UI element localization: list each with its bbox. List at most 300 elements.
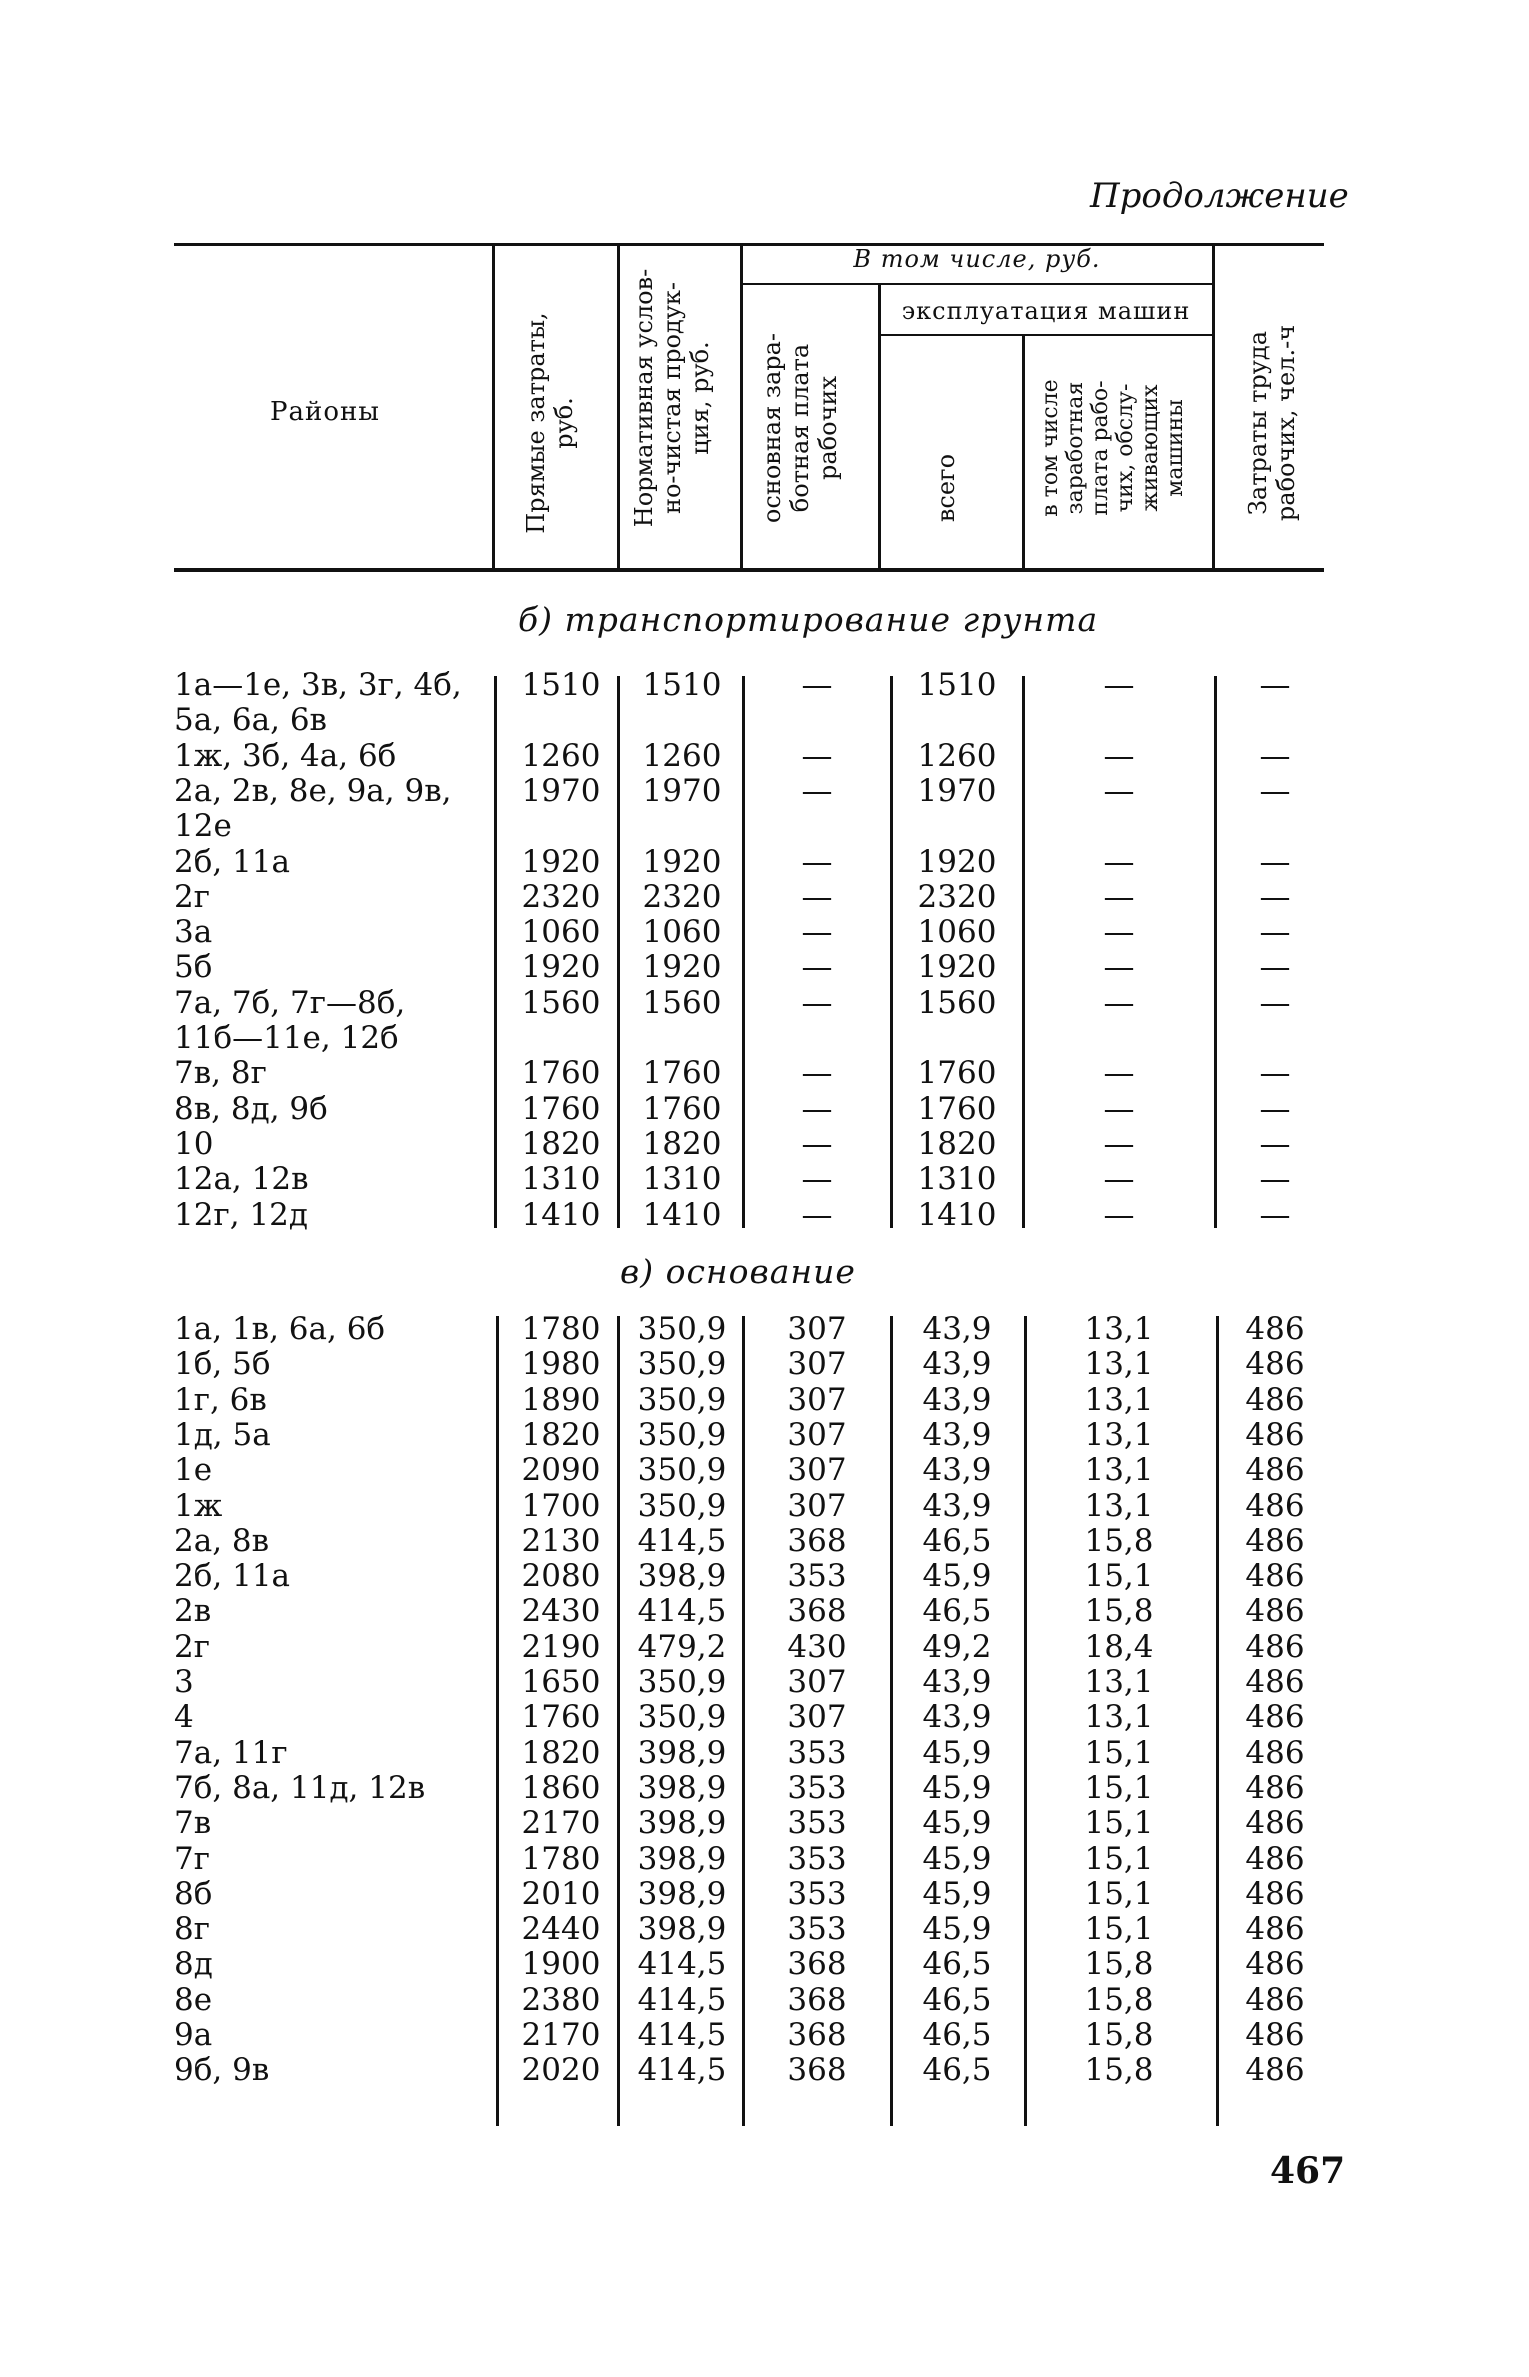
base-wage-cell: — xyxy=(801,667,833,703)
table-row xyxy=(0,1198,1529,1232)
section-title-base: в) основание xyxy=(620,1252,856,1291)
header-direct-costs: Прямые затраты, руб. xyxy=(522,312,578,534)
machine-wage-cell: 13,1 xyxy=(1084,1699,1154,1736)
direct-costs-cell: 2320 xyxy=(521,878,601,915)
base-wage-cell: — xyxy=(801,878,833,915)
machine-wage-cell: 15,1 xyxy=(1084,1840,1154,1877)
machine-wage-cell: 15,1 xyxy=(1084,1558,1154,1595)
table-row xyxy=(0,1700,1529,1734)
machine-wage-cell: — xyxy=(1103,737,1135,774)
table-row xyxy=(0,1912,1529,1946)
region-cell: 7а, 7б, 7г—8б, xyxy=(174,984,406,1021)
direct-costs-cell: 2190 xyxy=(521,1628,601,1665)
normative-product-cell: 398,9 xyxy=(637,1558,727,1595)
table-row xyxy=(0,2053,1529,2087)
labor-costs-cell: 486 xyxy=(1245,1558,1305,1595)
machine-total-cell: 1920 xyxy=(917,949,997,986)
normative-product-cell: 398,9 xyxy=(637,1875,727,1912)
machine-total-cell: 45,9 xyxy=(922,1769,992,1806)
continuation-label: Продолжение xyxy=(1090,176,1349,216)
table-row xyxy=(0,1383,1529,1417)
machine-wage-cell: 15,8 xyxy=(1084,2052,1154,2089)
normative-product-cell: 414,5 xyxy=(637,1946,727,1983)
base-wage-cell: — xyxy=(801,914,833,951)
region-cell: 3 xyxy=(174,1664,194,1700)
machine-total-cell: 1760 xyxy=(917,1090,997,1127)
machine-wage-cell: 13,1 xyxy=(1084,1487,1154,1524)
direct-costs-cell: 2090 xyxy=(521,1452,601,1489)
labor-costs-cell: — xyxy=(1259,914,1291,951)
machine-wage-cell: 18,4 xyxy=(1084,1628,1154,1665)
header-divider xyxy=(492,246,495,568)
labor-costs-cell: 486 xyxy=(1245,1381,1305,1418)
base-wage-cell: 353 xyxy=(787,1734,847,1771)
normative-product-cell: 350,9 xyxy=(637,1487,727,1524)
labor-costs-cell: 486 xyxy=(1245,1311,1305,1347)
direct-costs-cell: 1820 xyxy=(521,1734,601,1771)
table-row xyxy=(0,1524,1529,1558)
direct-costs-cell: 1860 xyxy=(521,1769,601,1806)
machine-total-cell: 49,2 xyxy=(922,1628,992,1665)
machine-total-cell: 1970 xyxy=(917,772,997,809)
machine-total-cell: 45,9 xyxy=(922,1875,992,1912)
section-title-transport: б) транспортирование грунта xyxy=(518,600,1099,639)
machine-total-cell: 43,9 xyxy=(922,1381,992,1418)
machine-total-cell: 1510 xyxy=(917,667,997,703)
direct-costs-cell: 1760 xyxy=(521,1699,601,1736)
normative-product-cell: 1920 xyxy=(642,843,722,880)
region-cell: 1а—1е, 3в, 3г, 4б, xyxy=(174,667,462,703)
header-base-wage: основная зара- ботная плата рабочих xyxy=(758,332,842,524)
region-cell: 1е xyxy=(174,1452,213,1489)
labor-costs-cell: 486 xyxy=(1245,1699,1305,1736)
table-row xyxy=(0,809,1529,843)
labor-costs-cell: — xyxy=(1259,667,1291,703)
labor-costs-cell: 486 xyxy=(1245,1487,1305,1524)
machine-total-cell: 46,5 xyxy=(922,1593,992,1630)
direct-costs-cell: 2380 xyxy=(521,1981,601,2018)
header-divider xyxy=(740,246,743,568)
direct-costs-cell: 1890 xyxy=(521,1381,601,1418)
table-row xyxy=(0,703,1529,737)
header-divider xyxy=(878,285,881,568)
base-wage-cell: — xyxy=(801,1196,833,1233)
region-cell: 7а, 11г xyxy=(174,1734,288,1771)
machine-wage-cell: 15,8 xyxy=(1084,2017,1154,2053)
labor-costs-cell: — xyxy=(1259,1125,1291,1162)
labor-costs-cell: — xyxy=(1259,1161,1291,1198)
region-cell: 2б, 11а xyxy=(174,843,291,880)
region-cell: 2г xyxy=(174,1628,210,1665)
region-cell: 2б, 11а xyxy=(174,1558,291,1595)
labor-costs-cell: 486 xyxy=(1245,1452,1305,1489)
normative-product-cell: 1410 xyxy=(642,1196,722,1233)
base-wage-cell: 353 xyxy=(787,1840,847,1877)
machine-wage-cell: 13,1 xyxy=(1084,1311,1154,1347)
table-row xyxy=(0,1877,1529,1911)
machine-total-cell: 1760 xyxy=(917,1055,997,1092)
machine-wage-cell: — xyxy=(1103,878,1135,915)
direct-costs-cell: 2440 xyxy=(521,1911,601,1948)
header-including-machine-wage: в том числе заработная плата рабо- чих, обслу- живающих машины xyxy=(1038,379,1188,517)
header-divider xyxy=(1212,246,1215,568)
table-row xyxy=(0,1162,1529,1196)
machine-total-cell: 43,9 xyxy=(922,1664,992,1700)
table-row xyxy=(0,1594,1529,1628)
direct-costs-cell: 1820 xyxy=(521,1125,601,1162)
region-cell: 9а xyxy=(174,2017,213,2053)
machine-wage-cell: — xyxy=(1103,667,1135,703)
table-row xyxy=(0,1489,1529,1523)
normative-product-cell: 1760 xyxy=(642,1055,722,1092)
base-wage-cell: 430 xyxy=(787,1628,847,1665)
normative-product-cell: 1920 xyxy=(642,949,722,986)
header-regions: Районы xyxy=(270,397,380,427)
machine-total-cell: 46,5 xyxy=(922,1946,992,1983)
base-wage-cell: 307 xyxy=(787,1346,847,1383)
direct-costs-cell: 2170 xyxy=(521,2017,601,2053)
machine-total-cell: 43,9 xyxy=(922,1452,992,1489)
labor-costs-cell: 486 xyxy=(1245,1805,1305,1842)
machine-wage-cell: 13,1 xyxy=(1084,1381,1154,1418)
machine-total-cell: 1410 xyxy=(917,1196,997,1233)
labor-costs-cell: — xyxy=(1259,878,1291,915)
direct-costs-cell: 2020 xyxy=(521,2052,601,2089)
direct-costs-cell: 1650 xyxy=(521,1664,601,1700)
labor-costs-cell: 486 xyxy=(1245,1593,1305,1630)
base-wage-cell: — xyxy=(801,843,833,880)
direct-costs-cell: 2010 xyxy=(521,1875,601,1912)
base-wage-cell: — xyxy=(801,737,833,774)
table-row xyxy=(0,1736,1529,1770)
region-cell: 1ж, 3б, 4а, 6б xyxy=(174,737,397,774)
region-cell: 1д, 5а xyxy=(174,1416,271,1453)
header-total: всего xyxy=(932,453,960,523)
table-row xyxy=(0,1092,1529,1126)
region-cell: 7в xyxy=(174,1805,212,1842)
direct-costs-cell: 1060 xyxy=(521,914,601,951)
machine-wage-cell: 15,8 xyxy=(1084,1593,1154,1630)
region-cell: 8б xyxy=(174,1875,213,1912)
region-cell: 12е xyxy=(174,808,232,845)
header-including: В том числе, руб. xyxy=(853,245,1101,273)
base-wage-cell: 307 xyxy=(787,1381,847,1418)
machine-total-cell: 1820 xyxy=(917,1125,997,1162)
direct-costs-cell: 1920 xyxy=(521,949,601,986)
labor-costs-cell: 486 xyxy=(1245,1946,1305,1983)
labor-costs-cell: 486 xyxy=(1245,1840,1305,1877)
header-labor-costs: Затраты труда рабочих, чел.-ч xyxy=(1244,324,1300,522)
base-wage-cell: 307 xyxy=(787,1699,847,1736)
labor-costs-cell: — xyxy=(1259,984,1291,1021)
base-wage-cell: 353 xyxy=(787,1875,847,1912)
labor-costs-cell: — xyxy=(1259,1196,1291,1233)
header-bottom-rule xyxy=(174,568,1324,572)
table-row xyxy=(0,1630,1529,1664)
machine-wage-cell: — xyxy=(1103,843,1135,880)
base-wage-cell: 368 xyxy=(787,1946,847,1983)
normative-product-cell: 414,5 xyxy=(637,1593,727,1630)
direct-costs-cell: 2430 xyxy=(521,1593,601,1630)
machine-wage-cell: 13,1 xyxy=(1084,1416,1154,1453)
machine-wage-cell: 15,1 xyxy=(1084,1911,1154,1948)
base-wage-cell: 368 xyxy=(787,1522,847,1559)
normative-product-cell: 1310 xyxy=(642,1161,722,1198)
normative-product-cell: 1560 xyxy=(642,984,722,1021)
machine-total-cell: 45,9 xyxy=(922,1840,992,1877)
region-cell: 1а, 1в, 6а, 6б xyxy=(174,1311,386,1347)
machine-wage-cell: 15,1 xyxy=(1084,1875,1154,1912)
normative-product-cell: 350,9 xyxy=(637,1381,727,1418)
machine-total-cell: 1560 xyxy=(917,984,997,1021)
machine-total-cell: 1060 xyxy=(917,914,997,951)
normative-product-cell: 1260 xyxy=(642,737,722,774)
region-cell: 12а, 12в xyxy=(174,1161,309,1198)
machine-total-cell: 43,9 xyxy=(922,1487,992,1524)
table-row xyxy=(0,986,1529,1020)
machine-rule xyxy=(880,334,1214,336)
direct-costs-cell: 1980 xyxy=(521,1346,601,1383)
machine-wage-cell: — xyxy=(1103,949,1135,986)
direct-costs-cell: 1780 xyxy=(521,1311,601,1347)
machine-total-cell: 45,9 xyxy=(922,1734,992,1771)
labor-costs-cell: 486 xyxy=(1245,2052,1305,2089)
table-row xyxy=(0,915,1529,949)
direct-costs-cell: 1820 xyxy=(521,1416,601,1453)
region-cell: 12г, 12д xyxy=(174,1196,308,1233)
table-row xyxy=(0,2018,1529,2052)
normative-product-cell: 1760 xyxy=(642,1090,722,1127)
base-wage-cell: — xyxy=(801,949,833,986)
normative-product-cell: 350,9 xyxy=(637,1699,727,1736)
table-row xyxy=(0,1665,1529,1699)
table-row xyxy=(0,1056,1529,1090)
header-normative-product: Нормативная услов- но-чистая продук- ция, руб. xyxy=(630,268,714,528)
normative-product-cell: 1820 xyxy=(642,1125,722,1162)
table-row xyxy=(0,1983,1529,2017)
region-cell: 8е xyxy=(174,1981,213,2018)
region-cell: 8д xyxy=(174,1946,213,1983)
machine-total-cell: 2320 xyxy=(917,878,997,915)
table-row xyxy=(0,1312,1529,1346)
header-divider xyxy=(617,246,620,568)
normative-product-cell: 350,9 xyxy=(637,1311,727,1347)
direct-costs-cell: 1510 xyxy=(521,667,601,703)
machine-total-cell: 1260 xyxy=(917,737,997,774)
direct-costs-cell: 1760 xyxy=(521,1090,601,1127)
table-row xyxy=(0,1453,1529,1487)
base-wage-cell: 307 xyxy=(787,1311,847,1347)
base-wage-cell: 353 xyxy=(787,1911,847,1948)
normative-product-cell: 398,9 xyxy=(637,1840,727,1877)
machine-wage-cell: — xyxy=(1103,914,1135,951)
machine-total-cell: 43,9 xyxy=(922,1311,992,1347)
direct-costs-cell: 1410 xyxy=(521,1196,601,1233)
normative-product-cell: 350,9 xyxy=(637,1664,727,1700)
table-row xyxy=(0,1771,1529,1805)
machine-wage-cell: — xyxy=(1103,772,1135,809)
normative-product-cell: 398,9 xyxy=(637,1911,727,1948)
direct-costs-cell: 1560 xyxy=(521,984,601,1021)
region-cell: 4 xyxy=(174,1699,194,1736)
labor-costs-cell: 486 xyxy=(1245,1875,1305,1912)
region-cell: 5б xyxy=(174,949,213,986)
base-wage-cell: 307 xyxy=(787,1416,847,1453)
labor-costs-cell: 486 xyxy=(1245,1628,1305,1665)
normative-product-cell: 414,5 xyxy=(637,2017,727,2053)
base-wage-cell: — xyxy=(801,772,833,809)
normative-product-cell: 414,5 xyxy=(637,2052,727,2089)
machine-wage-cell: — xyxy=(1103,1161,1135,1198)
labor-costs-cell: 486 xyxy=(1245,1346,1305,1383)
including-rule xyxy=(742,283,1214,285)
base-wage-cell: 353 xyxy=(787,1558,847,1595)
base-wage-cell: 307 xyxy=(787,1452,847,1489)
labor-costs-cell: — xyxy=(1259,772,1291,809)
region-cell: 7в, 8г xyxy=(174,1055,267,1092)
machine-total-cell: 1920 xyxy=(917,843,997,880)
direct-costs-cell: 1700 xyxy=(521,1487,601,1524)
machine-wage-cell: 15,8 xyxy=(1084,1522,1154,1559)
base-wage-cell: — xyxy=(801,984,833,1021)
direct-costs-cell: 1970 xyxy=(521,772,601,809)
region-cell: 10 xyxy=(174,1125,214,1162)
region-cell: 2г xyxy=(174,878,210,915)
region-cell: 7б, 8а, 11д, 12в xyxy=(174,1769,426,1806)
normative-product-cell: 1510 xyxy=(642,667,722,703)
region-cell: 8в, 8д, 9б xyxy=(174,1090,328,1127)
normative-product-cell: 1970 xyxy=(642,772,722,809)
base-wage-cell: 368 xyxy=(787,2017,847,2053)
machine-wage-cell: 15,8 xyxy=(1084,1946,1154,1983)
labor-costs-cell: 486 xyxy=(1245,1522,1305,1559)
region-cell: 8г xyxy=(174,1911,210,1948)
table-row xyxy=(0,950,1529,984)
machine-wage-cell: — xyxy=(1103,1125,1135,1162)
machine-total-cell: 43,9 xyxy=(922,1346,992,1383)
machine-wage-cell: — xyxy=(1103,1090,1135,1127)
direct-costs-cell: 2080 xyxy=(521,1558,601,1595)
machine-wage-cell: 15,1 xyxy=(1084,1769,1154,1806)
machine-wage-cell: — xyxy=(1103,984,1135,1021)
labor-costs-cell: 486 xyxy=(1245,1981,1305,2018)
table-row xyxy=(0,668,1529,702)
labor-costs-cell: 486 xyxy=(1245,1769,1305,1806)
table-row xyxy=(0,880,1529,914)
page-number: 467 xyxy=(1270,2150,1346,2192)
direct-costs-cell: 2170 xyxy=(521,1805,601,1842)
normative-product-cell: 398,9 xyxy=(637,1734,727,1771)
normative-product-cell: 350,9 xyxy=(637,1346,727,1383)
labor-costs-cell: — xyxy=(1259,949,1291,986)
base-wage-cell: 368 xyxy=(787,2052,847,2089)
direct-costs-cell: 1920 xyxy=(521,843,601,880)
normative-product-cell: 398,9 xyxy=(637,1805,727,1842)
normative-product-cell: 414,5 xyxy=(637,1522,727,1559)
normative-product-cell: 350,9 xyxy=(637,1452,727,1489)
table-row xyxy=(0,1559,1529,1593)
machine-total-cell: 45,9 xyxy=(922,1805,992,1842)
region-cell: 9б, 9в xyxy=(174,2052,270,2089)
labor-costs-cell: 486 xyxy=(1245,1416,1305,1453)
labor-costs-cell: 486 xyxy=(1245,2017,1305,2053)
direct-costs-cell: 1780 xyxy=(521,1840,601,1877)
machine-total-cell: 46,5 xyxy=(922,2017,992,2053)
base-wage-cell: — xyxy=(801,1161,833,1198)
region-cell: 1б, 5б xyxy=(174,1346,271,1383)
base-wage-cell: — xyxy=(801,1090,833,1127)
direct-costs-cell: 1310 xyxy=(521,1161,601,1198)
normative-product-cell: 479,2 xyxy=(637,1628,727,1665)
normative-product-cell: 398,9 xyxy=(637,1769,727,1806)
normative-product-cell: 350,9 xyxy=(637,1416,727,1453)
region-cell: 3а xyxy=(174,914,213,951)
table-row xyxy=(0,1127,1529,1161)
header-divider xyxy=(1022,336,1025,568)
direct-costs-cell: 1260 xyxy=(521,737,601,774)
header-machine-operation: эксплуатация машин xyxy=(901,297,1191,325)
machine-wage-cell: — xyxy=(1103,1055,1135,1092)
labor-costs-cell: — xyxy=(1259,1090,1291,1127)
machine-wage-cell: — xyxy=(1103,1196,1135,1233)
machine-total-cell: 46,5 xyxy=(922,1522,992,1559)
machine-total-cell: 46,5 xyxy=(922,2052,992,2089)
normative-product-cell: 414,5 xyxy=(637,1981,727,2018)
region-cell: 2а, 2в, 8е, 9а, 9в, xyxy=(174,772,452,809)
table-row xyxy=(0,1806,1529,1840)
table-row xyxy=(0,1947,1529,1981)
labor-costs-cell: 486 xyxy=(1245,1911,1305,1948)
region-cell: 7г xyxy=(174,1840,210,1877)
normative-product-cell: 1060 xyxy=(642,914,722,951)
machine-wage-cell: 15,1 xyxy=(1084,1734,1154,1771)
machine-wage-cell: 13,1 xyxy=(1084,1664,1154,1700)
machine-total-cell: 45,9 xyxy=(922,1558,992,1595)
labor-costs-cell: 486 xyxy=(1245,1734,1305,1771)
machine-total-cell: 43,9 xyxy=(922,1416,992,1453)
region-cell: 11б—11е, 12б xyxy=(174,1020,399,1056)
machine-wage-cell: 15,8 xyxy=(1084,1981,1154,2018)
table-row xyxy=(0,1842,1529,1876)
direct-costs-cell: 2130 xyxy=(521,1522,601,1559)
machine-wage-cell: 15,1 xyxy=(1084,1805,1154,1842)
table-row xyxy=(0,1418,1529,1452)
table-row xyxy=(0,1021,1529,1055)
region-cell: 1г, 6в xyxy=(174,1381,267,1418)
region-cell: 2в xyxy=(174,1593,212,1630)
table-row xyxy=(0,845,1529,879)
labor-costs-cell: 486 xyxy=(1245,1664,1305,1700)
direct-costs-cell: 1760 xyxy=(521,1055,601,1092)
region-cell: 5а, 6а, 6в xyxy=(174,702,328,739)
labor-costs-cell: — xyxy=(1259,843,1291,880)
table-row xyxy=(0,1347,1529,1381)
machine-wage-cell: 13,1 xyxy=(1084,1346,1154,1383)
table-row xyxy=(0,774,1529,808)
base-wage-cell: 353 xyxy=(787,1769,847,1806)
machine-wage-cell: 13,1 xyxy=(1084,1452,1154,1489)
machine-total-cell: 46,5 xyxy=(922,1981,992,2018)
labor-costs-cell: — xyxy=(1259,1055,1291,1092)
base-wage-cell: 307 xyxy=(787,1664,847,1700)
table-row xyxy=(0,739,1529,773)
machine-total-cell: 45,9 xyxy=(922,1911,992,1948)
base-wage-cell: — xyxy=(801,1125,833,1162)
region-cell: 2а, 8в xyxy=(174,1522,270,1559)
region-cell: 1ж xyxy=(174,1487,223,1524)
base-wage-cell: 307 xyxy=(787,1487,847,1524)
machine-total-cell: 43,9 xyxy=(922,1699,992,1736)
